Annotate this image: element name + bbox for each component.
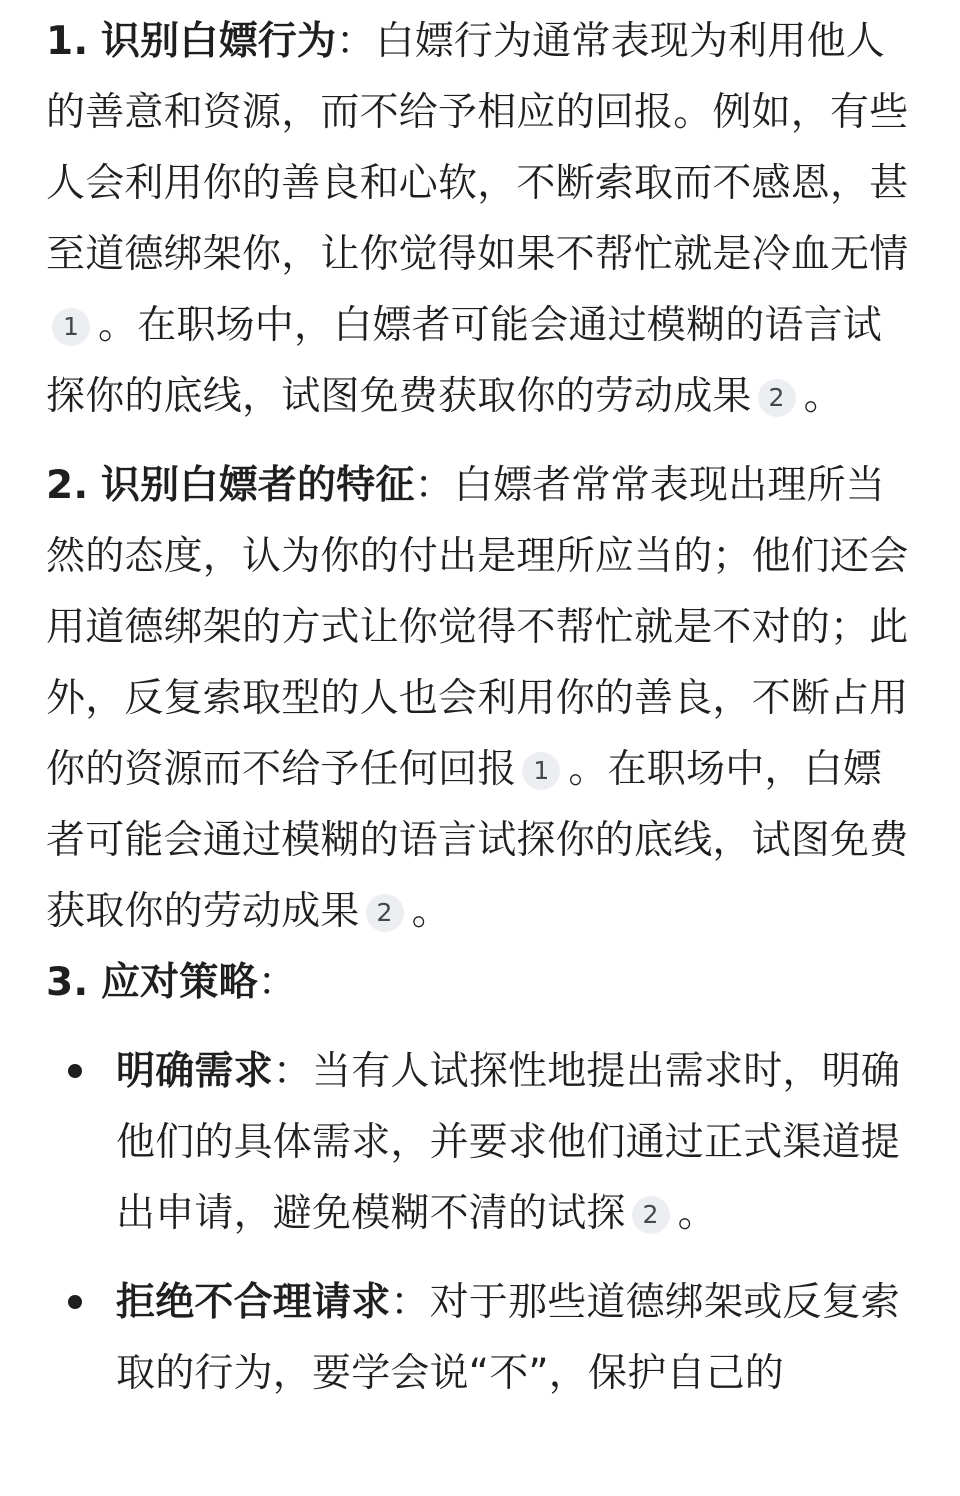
item-text: 白嫖者常常表现出理所当然的态度，认为你的付出是理所应当的；他们还会用道德绑架的方式让你觉得不帮忙就是不对的；此外，反复索取型的人也会利用你的善良，不断占用你的资源而不给予任何回报 (46, 463, 909, 792)
item-colon: ： (414, 463, 454, 508)
bullet-dot-icon (68, 1064, 82, 1078)
sub-item-colon: ： (272, 1049, 313, 1094)
sub-list-item (46, 1267, 918, 1409)
answer-content (46, 6, 918, 1409)
item-text: 。 (411, 889, 451, 934)
item-number: 2. (46, 463, 89, 508)
citation-chip[interactable]: 1 (522, 752, 560, 790)
citation-chip[interactable]: 1 (52, 308, 90, 346)
sub-item-title: 拒绝不合理请求 (116, 1280, 391, 1325)
sub-item-text: 。 (677, 1191, 717, 1236)
sub-item-text: 当有人试探性地提出需求时，明确他们的具体需求，并要求他们通过正式渠道提出申请，避免模糊不清的试探 (116, 1049, 901, 1236)
list-item-3 (46, 947, 918, 1409)
strategy-sublist (46, 1036, 918, 1409)
list-item-1 (46, 6, 918, 432)
bullet-dot-icon (68, 1295, 82, 1309)
item-text: 白嫖行为通常表现为利用他人的善意和资源，而不给予相应的回报。例如，有些人会利用你的善良和心软，不断索取而不感恩，甚至道德绑架你，让你觉得如果不帮忙就是冷血无情 (46, 19, 909, 277)
citation-chip[interactable]: 2 (366, 894, 404, 932)
sub-item-colon: ： (390, 1280, 430, 1325)
item-colon: ： (336, 19, 376, 64)
citation-chip[interactable]: 2 (758, 379, 796, 417)
item-number: 1. (46, 19, 89, 64)
item-text: 。在职场中，白嫖者可能会通过模糊的语言试探你的底线，试图免费获取你的劳动成果 (46, 747, 909, 934)
item-text: 。在职场中，白嫖者可能会通过模糊的语言试探你的底线，试图免费获取你的劳动成果 (46, 303, 883, 419)
item-number: 3. (46, 960, 89, 1005)
sub-item-title: 明确需求 (116, 1049, 273, 1094)
item-heading (46, 947, 918, 1018)
sub-list-item (46, 1036, 918, 1249)
item-colon: ： (257, 960, 297, 1005)
item-title: 识别白嫖者的特征 (100, 463, 415, 508)
citation-chip[interactable]: 2 (632, 1196, 670, 1234)
list-item-2 (46, 450, 918, 947)
item-text: 。 (803, 374, 843, 419)
item-title: 识别白嫖行为 (100, 19, 337, 64)
sub-item-text: 对于那些道德绑架或反复索取的行为，要学会说“不”，保护自己的 (116, 1280, 901, 1396)
item-title: 应对策略 (100, 960, 258, 1005)
